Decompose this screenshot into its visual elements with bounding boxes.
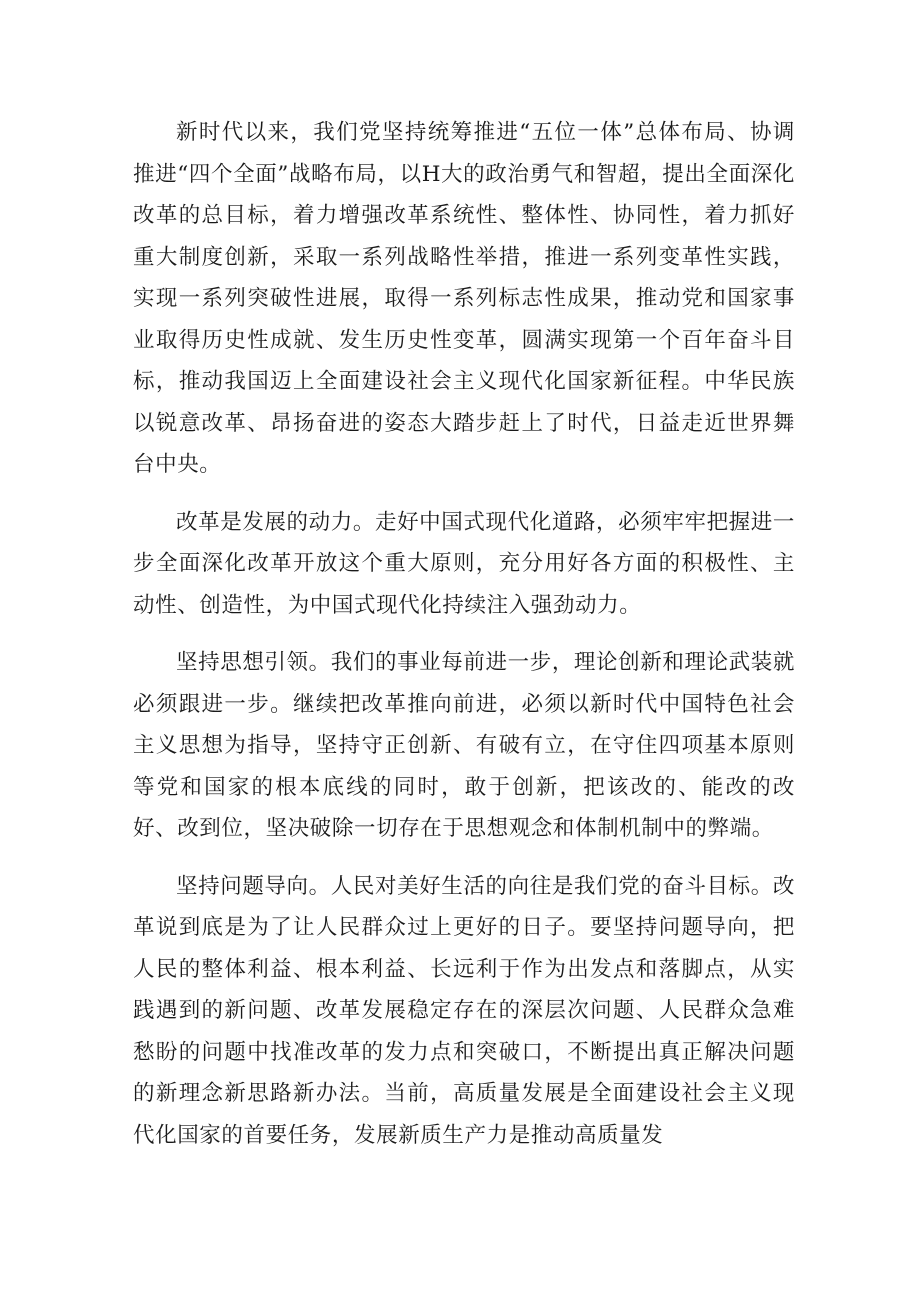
paragraph-2: 改革是发展的动力。走好中国式现代化道路，必须牢牢把握进一步全面深化改革开放这个重大原则，充分用好各方面的积极性、主动性、创造性，为中国式现代化持续注入强劲动力。 bbox=[133, 509, 795, 618]
paragraph-4: 坚持问题导向。人民对美好生活的向往是我们党的奋斗目标。改革说到底是为了让人民群众过上更好的日子。要坚持问题导向，把人民的整体利益、根本利益、长远利于作为出发点和落脚点，从实践遇到的新问题、改革发展稳定存在的深层次问题、人民群众急难愁盼的问题中找准改革的发力点和突破口，不断提出真正解决问题的新理念新思路新办法。当前，高质量发展是全面建设社会主义现代化国家的首要任务，发展新质生产力是推动高质量发 bbox=[133, 873, 795, 1148]
paragraph-1: 新时代以来，我们党坚持统筹推进“五位一体”总体布局、协调推进“四个全面”战略布局，以H大的政治勇气和智超，提出全面深化改革的总目标，着力增强改革系统性、整体性、协同性，着力抓好重大制度创新，采取一系列战略性举措，推进一系列变革性实践，实现一系列突破性进展，取得一系列标志性成果，推动党和国家事业取得历史性成就、发生历史性变革，圆满实现第一个百年奋斗目标，推动我国迈上全面建设社会主义现代化国家新征程。中华民族以锐意改革、昂扬奋进的姿态大踏步赶上了时代，日益走近世界舞台中央。 bbox=[133, 120, 795, 477]
paragraph-3: 坚持思想引领。我们的事业每前进一步，理论创新和理论武装就必须跟进一步。继续把改革推向前进，必须以新时代中国特色社会主义思想为指导，坚持守正创新、有破有立，在守住四项基本原则等党和国家的根本底线的同时，敢于创新，把该改的、能改的改好、改到位，坚决破除一切存在于思想观念和体制机制中的弊端。 bbox=[133, 650, 795, 841]
document-body bbox=[133, 112, 795, 1172]
